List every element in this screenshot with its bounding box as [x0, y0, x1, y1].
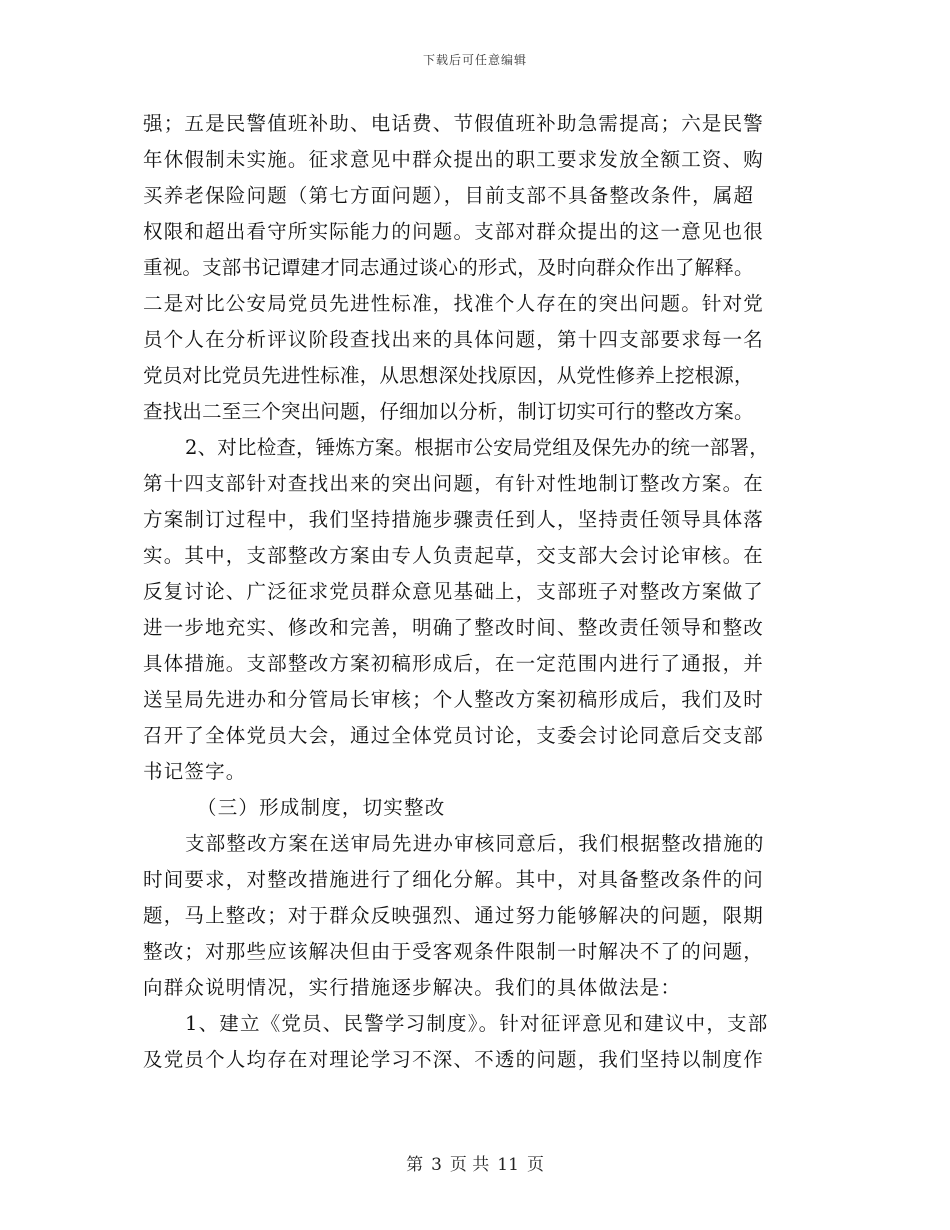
footer-prefix: 第 [406, 1155, 424, 1175]
paragraph-line: 反复讨论、广泛征求党员群众意见基础上，支部班子对整改方案做了 [143, 580, 765, 603]
paragraph-line: 召开了全体党员大会，通过全体党员讨论，支委会讨论同意后交支部 [143, 724, 765, 747]
paragraph-line: 方案制订过程中，我们坚持措施步骤责任到人，坚持责任领导具体落 [143, 508, 765, 531]
paragraph-line: 支部整改方案在送审局先进办审核同意后，我们根据整改措施的 [185, 832, 765, 855]
total-page-count: 11 [497, 1155, 519, 1175]
footer-suffix: 页 [526, 1155, 544, 1175]
paragraph-line: 题，马上整改；对于群众反映强烈、通过努力能够解决的问题，限期 [143, 904, 765, 927]
paragraph-line: 买养老保险问题（第七方面问题），目前支部不具备整改条件，属超 [143, 184, 755, 207]
footer-middle: 页 共 [449, 1155, 490, 1175]
paragraph-line: 年休假制未实施。征求意见中群众提出的职工要求发放全额工资、购 [143, 148, 765, 171]
paragraph-line: 实。其中，支部整改方案由专人负责起草，交支部大会讨论审核。在 [143, 544, 765, 567]
paragraph-line: 向群众说明情况，实行措施逐步解决。我们的具体做法是： [143, 976, 682, 999]
paragraph-line: 第十四支部针对查找出来的突出问题，有针对性地制订整改方案。在 [143, 472, 765, 495]
paragraph-line: 2、对比检查，锤炼方案。根据市公安局党组及保先办的统一部署， [185, 436, 769, 459]
paragraph-line: 及党员个人均存在对理论学习不深、不透的问题，我们坚持以制度作 [143, 1048, 765, 1071]
paragraph-line: 整改；对那些应该解决但由于受客观条件限制一时解决不了的问题， [143, 940, 765, 963]
paragraph-line: 党员对比党员先进性标准，从思想深处找原因，从党性修养上挖根源， [143, 364, 754, 387]
page-footer [0, 1154, 950, 1176]
paragraph-line: 员个人在分析评议阶段查找出来的具体问题，第十四支部要求每一名 [143, 328, 765, 351]
paragraph-line: 时间要求，对整改措施进行了细化分解。其中，对具备整改条件的问 [143, 868, 765, 891]
document-body [143, 106, 813, 1078]
paragraph-line: 重视。支部书记谭建才同志通过谈心的形式，及时向群众作出了解释。 [143, 256, 754, 279]
paragraph-line: 书记签字。 [143, 760, 247, 783]
section-heading: （三）形成制度，切实整改 [197, 796, 446, 819]
paragraph-line: 进一步地充实、修改和完善，明确了整改时间、整改责任领导和整改 [143, 616, 765, 639]
paragraph-line: 具体措施。支部整改方案初稿形成后，在一定范围内进行了通报，并 [143, 652, 765, 675]
paragraph-line: 1、建立《党员、民警学习制度》。针对征评意见和建议中，支部 [185, 1012, 769, 1035]
paragraph-line: 送呈局先进办和分管局长审核；个人整改方案初稿形成后，我们及时 [143, 688, 765, 711]
paragraph-line: 查找出二至三个突出问题，仔细加以分析，制订切实可行的整改方案。 [143, 400, 754, 423]
current-page-number: 3 [431, 1155, 442, 1175]
paragraph-line: 二是对比公安局党员先进性标准，找准个人存在的突出问题。针对党 [143, 292, 765, 315]
page-header-note: 下载后可任意编辑 [422, 53, 527, 67]
paragraph-line: 权限和超出看守所实际能力的问题。支部对群众提出的这一意见也很 [143, 220, 765, 243]
paragraph-line: 强；五是民警值班补助、电话费、节假值班补助急需提高；六是民警 [143, 112, 765, 135]
